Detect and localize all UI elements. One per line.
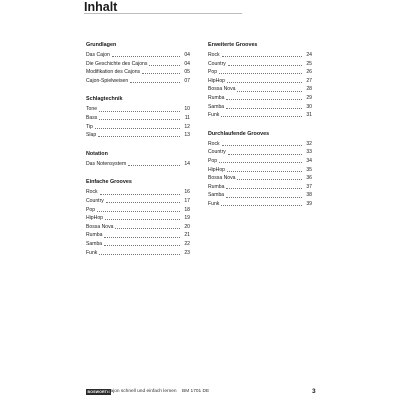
footer-catalog-code: BM 1701 DE [182,389,210,394]
entry-label: Die Geschichte des Cajons [86,60,148,67]
entry-page-number: 13 [184,132,190,139]
dot-leader [219,73,302,74]
toc-section [208,131,312,209]
entry-page-number: 10 [184,106,190,113]
entry-page-number: 39 [306,200,312,207]
dot-leader [237,179,302,180]
entry-label: Samba [86,240,103,247]
section-heading: Schlagtechnik [86,96,123,103]
entry-page-number: 12 [184,123,190,130]
dot-leader [105,219,180,220]
entry-label: Slap [86,132,97,139]
toc-column-left [86,42,190,268]
toc-entry[interactable] [208,157,312,166]
entry-page-number: 27 [306,77,312,84]
dot-leader [104,245,180,246]
dot-leader [222,56,302,57]
toc-section [86,96,190,139]
entry-page-number: 04 [184,52,190,58]
toc-entry[interactable] [86,114,190,123]
toc-entry[interactable] [86,249,190,258]
entry-page-number: 30 [306,103,312,110]
publisher-logo: BOSWORTH [87,390,110,394]
toc-entry[interactable] [208,103,312,112]
entry-page-number: 33 [306,149,312,156]
entry-label: Tip [86,123,93,130]
toc-entry[interactable] [86,240,190,249]
toc-entry[interactable] [208,77,312,86]
entry-page-number: 05 [184,69,190,76]
toc-entry[interactable] [86,123,190,132]
title-divider [84,13,242,14]
entry-label: HipHop [208,166,225,173]
toc-entry[interactable] [86,51,190,60]
dot-leader [228,65,302,66]
entry-label: Bass [86,114,98,121]
dot-leader [99,111,180,112]
toc-entry[interactable] [86,160,190,169]
toc-entry[interactable] [208,183,312,192]
entry-label: Rumba [86,232,103,239]
entry-page-number: 07 [184,77,190,84]
footer-book-title: Cajon schnell und einfach lernen [107,389,177,394]
dot-leader [228,154,302,155]
dot-leader [219,162,302,163]
section-heading: Erweiterte Grooves [208,42,258,48]
dot-leader [106,202,180,203]
entry-page-number: 23 [184,249,190,256]
toc-entry[interactable] [208,51,312,60]
entry-label: Rock [208,140,220,147]
entry-page-number: 34 [306,157,312,164]
entry-page-number: 24 [306,52,312,58]
entry-label: Pop [208,157,218,164]
entry-label: Rumba [208,183,225,190]
entry-page-number: 38 [306,192,312,199]
entry-label: Rock [208,52,220,58]
entry-label: Das Notensystem [86,160,127,167]
toc-entry[interactable] [208,200,312,209]
toc-entry[interactable] [86,197,190,206]
entry-page-number: 11 [184,114,190,121]
entry-page-number: 35 [306,166,312,173]
toc-entry[interactable] [208,166,312,175]
entry-page-number: 19 [184,215,190,222]
entry-label: Country [208,149,226,156]
toc-entry[interactable] [86,214,190,223]
entry-page-number: 31 [306,112,312,119]
entry-page-number: 20 [184,223,190,230]
toc-entry[interactable] [208,140,312,149]
toc-entry[interactable] [208,191,312,200]
entry-label: Bossa Nova [208,175,236,182]
toc-entry[interactable] [208,68,312,77]
entry-page-number: 14 [184,160,190,167]
entry-page-number: 25 [306,60,312,67]
section-heading: Durchlaufende Grooves [208,130,270,137]
entry-label: Rock [86,189,98,196]
entry-page-number: 37 [306,183,312,190]
toc-column-right [208,42,312,220]
page-number: 3 [312,388,316,395]
dot-leader [97,211,180,212]
entry-page-number: 04 [184,60,190,67]
toc-entry[interactable] [86,60,190,69]
entry-page-number: 21 [184,232,190,239]
entry-page-number: 36 [306,175,312,182]
dot-leader [95,128,180,129]
dot-leader [115,228,180,229]
dot-leader [142,73,180,74]
entry-label: Samba [208,192,225,199]
toc-section [86,42,190,85]
dot-leader [226,197,302,198]
toc-entry[interactable] [86,231,190,240]
toc-entry[interactable] [208,111,312,120]
entry-label: Pop [208,69,218,76]
page-title: Inhalt [84,0,118,14]
dot-leader [227,171,302,172]
toc-entry[interactable] [86,68,190,77]
dot-leader [226,188,302,189]
dot-leader [112,56,180,57]
dot-leader [100,194,180,195]
entry-label: Das Cajon [86,52,110,58]
section-heading: Grundlagen [86,42,117,48]
entry-label: Samba [208,103,225,110]
toc-section [86,151,190,169]
entry-label: Funk [86,249,98,256]
toc-entry[interactable] [208,85,312,94]
entry-page-number: 26 [306,69,312,76]
toc-entry[interactable] [86,77,190,86]
dot-leader [149,65,180,66]
dot-leader [226,99,302,100]
entry-label: Bossa Nova [86,223,114,230]
entry-page-number: 16 [184,189,190,196]
toc-entry[interactable] [86,105,190,114]
dot-leader [221,116,302,117]
toc-entry[interactable] [86,131,190,140]
dot-leader [98,136,180,137]
toc-entry[interactable] [208,148,312,157]
entry-label: Rumba [208,94,225,101]
toc-entry[interactable] [208,60,312,69]
page-footer [86,389,316,397]
entry-label: Modifikation des Cajons [86,69,141,76]
entry-label: Tone [86,106,98,113]
entry-label: HipHop [86,215,103,222]
section-heading: Einfache Grooves [86,179,132,186]
dot-leader [128,165,180,166]
dot-leader [237,91,302,92]
entry-label: Pop [86,206,96,213]
toc-entry[interactable] [208,94,312,103]
entry-page-number: 32 [306,140,312,147]
entry-label: Country [86,197,104,204]
dot-leader [221,205,302,206]
entry-page-number: 22 [184,240,190,247]
entry-label: Funk [208,200,220,207]
dot-leader [99,119,180,120]
entry-label: Country [208,60,226,67]
dot-leader [222,145,302,146]
entry-page-number: 18 [184,206,190,213]
toc-entry[interactable] [208,174,312,183]
toc-entry[interactable] [86,223,190,232]
section-heading: Notation [86,150,108,157]
entry-label: HipHop [208,77,225,84]
toc-entry[interactable] [86,206,190,215]
dot-leader [130,82,180,83]
dot-leader [99,254,180,255]
dot-leader [227,82,302,83]
entry-label: Bossa Nova [208,86,236,93]
dot-leader [226,108,302,109]
entry-page-number: 29 [306,94,312,101]
toc-section [86,179,190,257]
toc-entry[interactable] [86,188,190,197]
dot-leader [104,237,180,238]
entry-page-number: 28 [306,86,312,93]
toc-section [208,42,312,120]
entry-label: Cajon-Spielweisen [86,77,129,84]
entry-page-number: 17 [184,197,190,204]
entry-label: Funk [208,112,220,119]
